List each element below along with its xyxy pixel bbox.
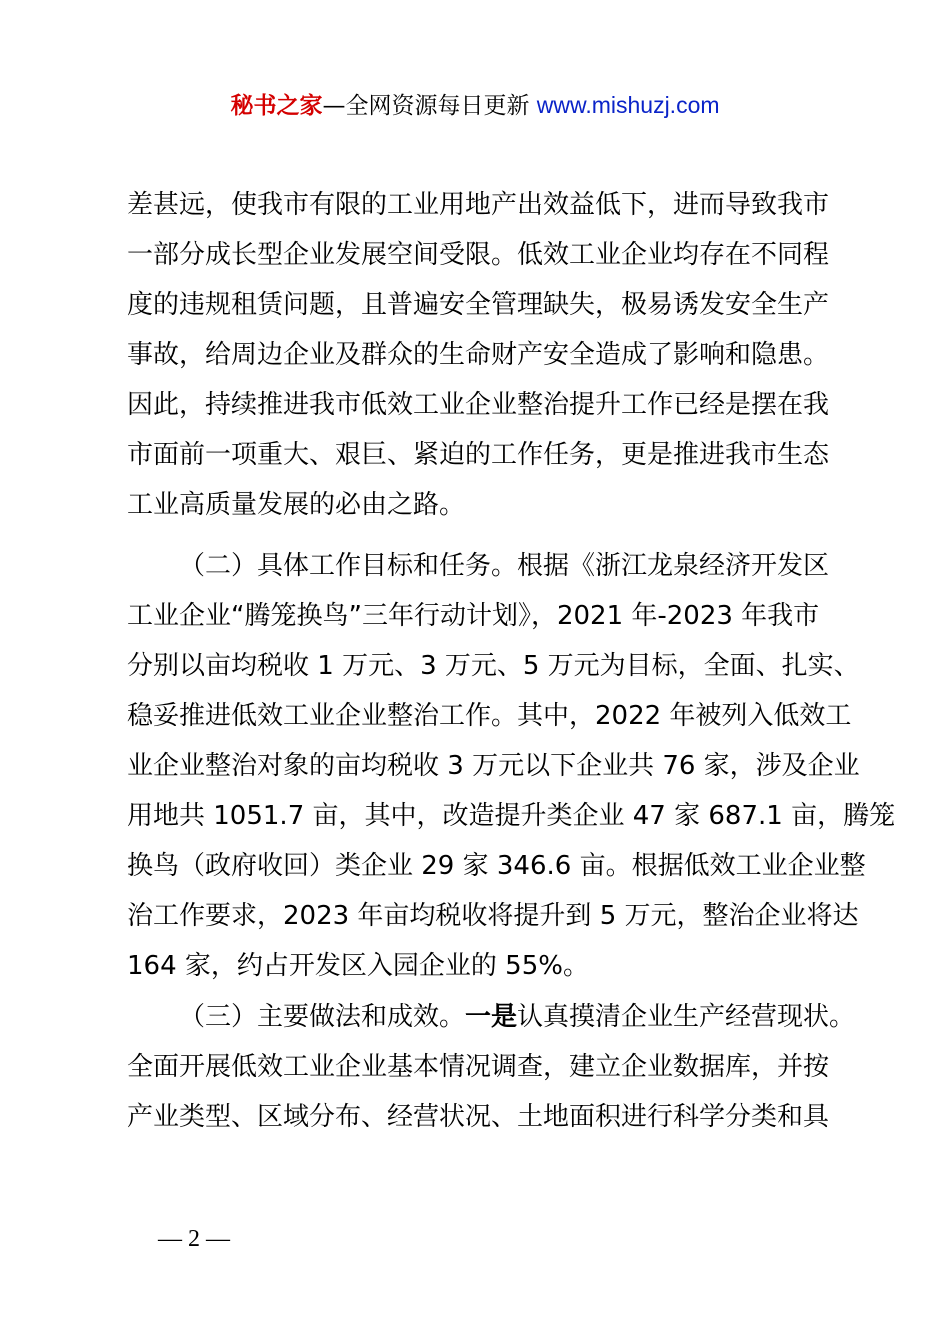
site-header bbox=[0, 88, 950, 123]
paragraph-line bbox=[127, 992, 856, 1042]
paragraph-3 bbox=[127, 992, 856, 1142]
paragraph-line: 度的违规租赁问题，且普遍安全管理缺失，极易诱发安全生产 bbox=[127, 290, 830, 320]
paragraph-line: 稳妥推进低效工业企业整治工作。其中，2022 年被列入低效工 bbox=[127, 701, 852, 731]
paragraph-line: 一部分成长型企业发展空间受限。低效工业企业均存在不同程 bbox=[127, 240, 830, 270]
site-url-link[interactable]: www.mishuzj.com bbox=[536, 92, 720, 118]
paragraph-line: 差甚远，使我市有限的工业用地产出效益低下，进而导致我市 bbox=[127, 190, 830, 220]
paragraph-line: （二）具体工作目标和任务。根据《浙江龙泉经济开发区 bbox=[179, 551, 830, 581]
page-number: — 2 — bbox=[158, 1226, 230, 1252]
paragraph-line: 市面前一项重大、艰巨、紧迫的工作任务，更是推进我市生态 bbox=[127, 440, 830, 470]
paragraph-line: 工业企业“腾笼换鸟”三年行动计划》，2021 年-2023 年我市 bbox=[127, 601, 820, 631]
paragraph-line: 产业类型、区域分布、经营状况、土地面积进行科学分类和具 bbox=[127, 1102, 830, 1132]
header-tagline: —全网资源每日更新 bbox=[322, 93, 537, 119]
section-heading: （三）主要做法和成效。 bbox=[179, 1002, 466, 1032]
paragraph-line: 换鸟（政府收回）类企业 29 家 346.6 亩。根据低效工业企业整 bbox=[127, 851, 866, 881]
paragraph-line: 工业高质量发展的必由之路。 bbox=[127, 490, 466, 520]
paragraph-line: 业企业整治对象的亩均税收 3 万元以下企业共 76 家，涉及企业 bbox=[127, 751, 860, 781]
paragraph-2 bbox=[127, 541, 896, 991]
paragraph-line: 因此，持续推进我市低效工业企业整治提升工作已经是摆在我 bbox=[127, 390, 830, 420]
paragraph-line: 全面开展低效工业企业基本情况调查，建立企业数据库，并按 bbox=[127, 1052, 830, 1082]
paragraph-line: 事故，给周边企业及群众的生命财产安全造成了影响和隐患。 bbox=[127, 340, 830, 370]
paragraph-line: 治工作要求，2023 年亩均税收将提升到 5 万元，整治企业将达 bbox=[127, 901, 859, 931]
paragraph-line: 164 家，约占开发区入园企业的 55%。 bbox=[127, 951, 589, 981]
paragraph-line: 分别以亩均税收 1 万元、3 万元、5 万元为目标，全面、扎实、 bbox=[127, 651, 860, 681]
paragraph-text: 认真摸清企业生产经营现状。 bbox=[517, 1002, 856, 1032]
paragraph-1 bbox=[127, 180, 833, 530]
brand-name: 秘书之家 bbox=[230, 93, 323, 119]
bold-keyword: 一是 bbox=[465, 1002, 518, 1032]
paragraph-line: 用地共 1051.7 亩，其中，改造提升类企业 47 家 687.1 亩，腾笼 bbox=[127, 801, 896, 831]
